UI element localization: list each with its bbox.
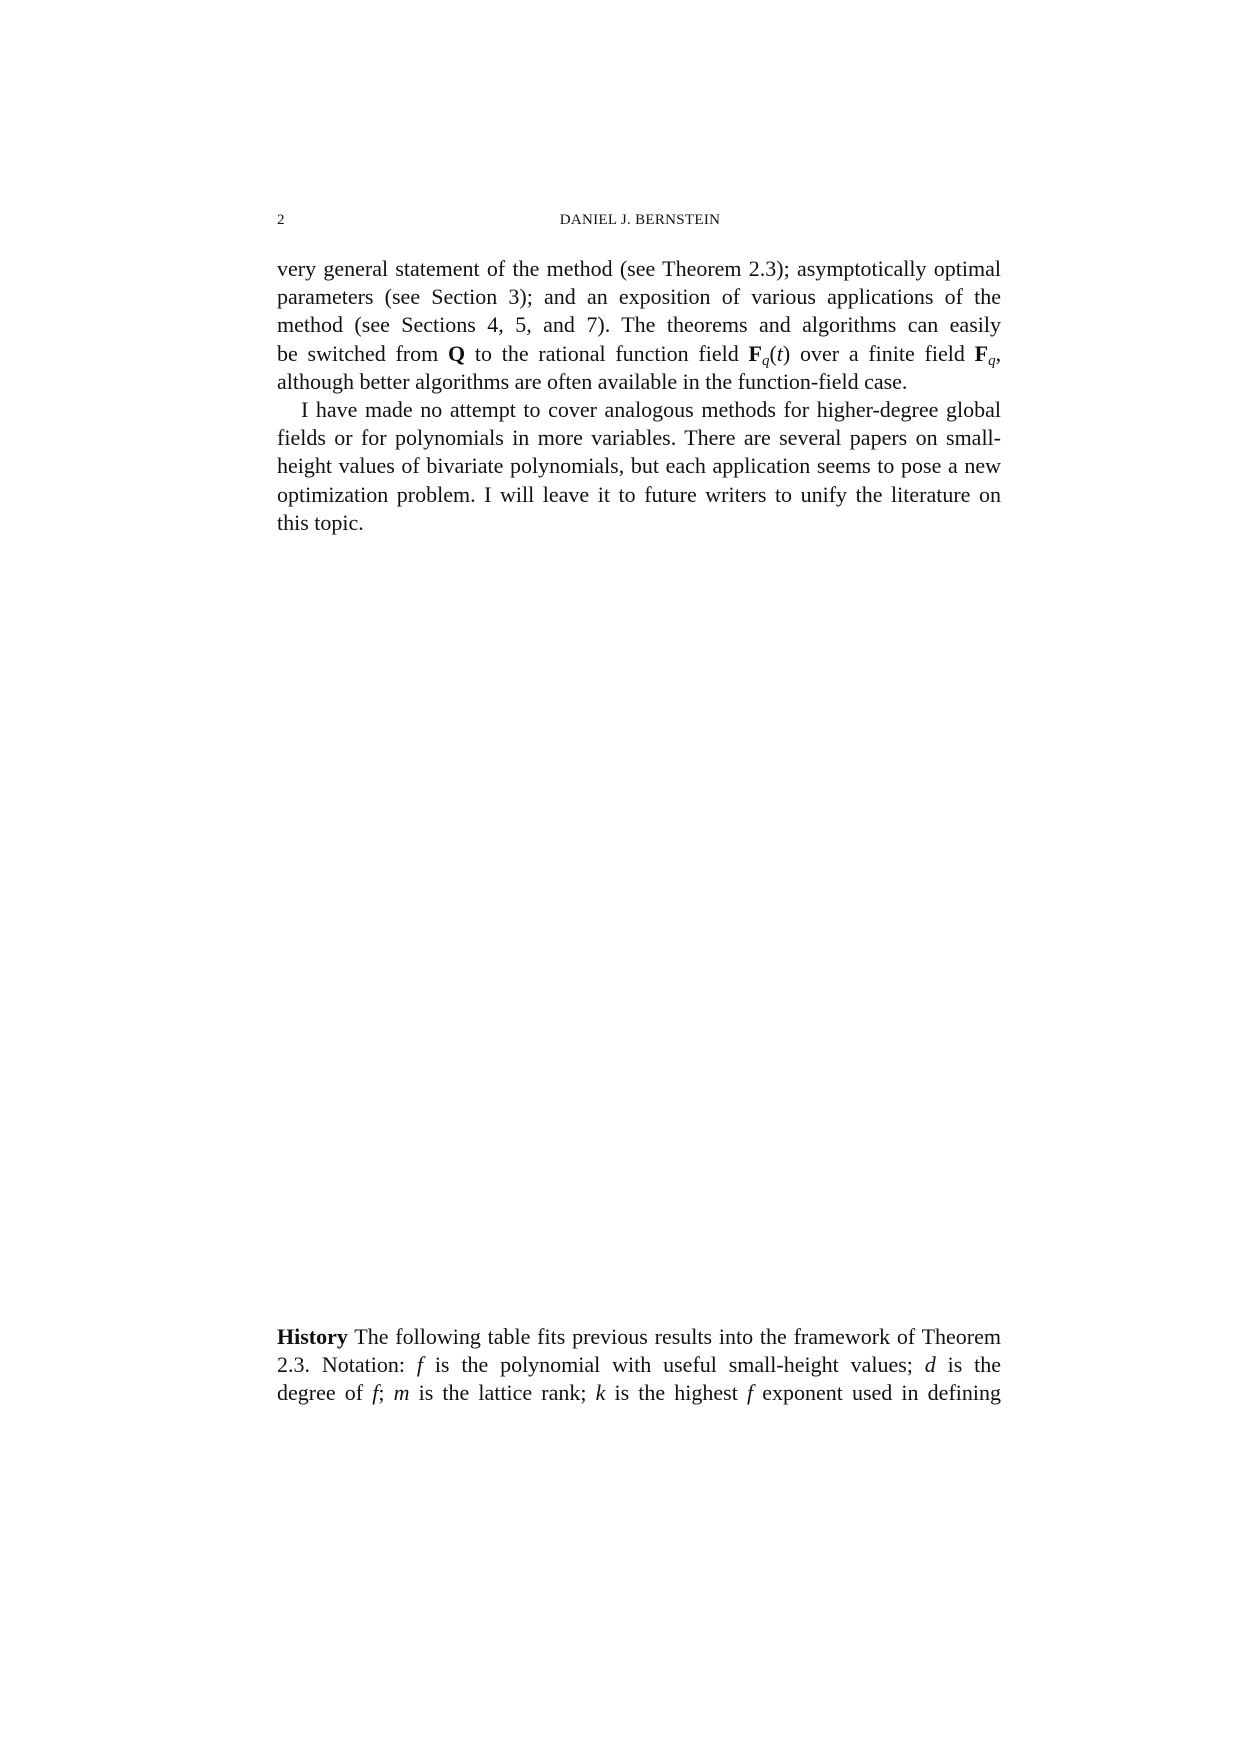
math-F: F — [748, 340, 762, 366]
running-head: DANIEL J. BERNSTEIN — [559, 212, 721, 228]
math-m: m — [393, 1380, 410, 1406]
paragraph-line: this topic. — [277, 509, 364, 535]
text-run: ; — [378, 1380, 385, 1406]
page-number: 2 — [277, 212, 285, 228]
text-run: 2.3. Notation: — [277, 1352, 405, 1378]
paragraph-line: although better algorithms are often available in the function-field case. — [277, 368, 908, 394]
text-run: be switched from — [277, 340, 439, 366]
section-heading: History — [277, 1324, 348, 1349]
text-run: exponent used in defining — [762, 1380, 1001, 1406]
math-k: k — [595, 1380, 606, 1406]
math-t: t — [776, 340, 783, 366]
math-Q: Q — [448, 340, 466, 366]
math-f: f — [372, 1380, 379, 1406]
text-run: is the highest — [614, 1380, 738, 1406]
math-f: f — [416, 1352, 423, 1378]
paragraph-line: parameters (see Section 3); and an exposition of various applications of the — [277, 284, 1001, 310]
paragraph-line — [277, 1379, 1001, 1407]
math-f: f — [746, 1380, 754, 1406]
math-F: F — [974, 340, 989, 366]
intro-text — [277, 255, 1001, 537]
paragraph-line: I have made no attempt to cover analogous methods for higher-degree global — [301, 396, 1001, 422]
paragraph-line: very general statement of the method (see Theorem 2.3); asymptotically optimal — [277, 256, 1001, 281]
paragraph-line: height values of bivariate polynomials, but each application seems to pose a new — [277, 453, 1001, 479]
paragraph-line — [277, 340, 1001, 368]
math-d: d — [924, 1352, 936, 1378]
text-run: ) over a finite field — [782, 340, 965, 366]
text-run: degree of — [277, 1380, 364, 1406]
text-run: The following table fits previous results into the framework of Theorem — [354, 1324, 1001, 1349]
text-run: to the rational function field — [474, 340, 739, 366]
paragraph-line — [277, 1351, 1001, 1379]
text-run: ( — [769, 340, 777, 366]
paragraph-line: optimization problem. I will leave it to future writers to unify the literature on — [277, 481, 1001, 507]
paragraph-line: method (see Sections 4, 5, and 7). The theorems and algorithms can easily — [277, 312, 1001, 338]
history-section — [277, 1323, 1001, 1408]
paragraph-line: fields or for polynomials in more variables. There are several papers on small- — [277, 425, 1001, 451]
math-subscript-q: q — [988, 352, 996, 369]
text-run: is the — [947, 1352, 1002, 1378]
text-run: , — [995, 340, 1002, 366]
text-run: is the polynomial with useful small-height values; — [434, 1352, 913, 1378]
paragraph-line — [277, 1323, 1001, 1351]
math-subscript-q: q — [761, 352, 770, 369]
text-run: is the lattice rank; — [418, 1380, 587, 1406]
